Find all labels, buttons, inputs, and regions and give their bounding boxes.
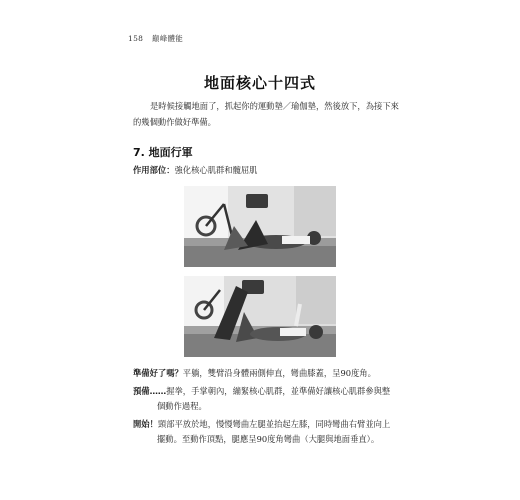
exercise-heading: 7. 地面行軍 — [133, 146, 193, 159]
photo-action-illustration — [184, 276, 336, 357]
step-label: 預備…… — [133, 386, 167, 396]
step-text: 握拳，手掌朝內，繃緊核心肌群，並準備好讓核心肌群參與整個動作過程。 — [157, 386, 391, 411]
exercise-photo-start — [184, 186, 336, 267]
step-set — [133, 384, 395, 414]
page-number: 158 — [128, 34, 144, 43]
step-label: 準備好了嗎？ — [133, 368, 183, 378]
photo-start-illustration — [184, 186, 336, 267]
step-text: 頸部平放於地，慢慢彎曲左腿並抬起左膝，同時彎曲右臂並向上擺動。至動作頂點，腿應呈90度角彎曲（大腿與地面垂直）。 — [157, 419, 391, 444]
intro-paragraph: 是時候接觸地面了，抓起你的運動墊／瑜伽墊，然後放下，為接下來的幾個動作做好準備。 — [133, 101, 399, 127]
target-label: 作用部位： — [133, 165, 175, 175]
step-go — [133, 417, 395, 447]
running-header — [128, 33, 183, 44]
step-label: 開始！ — [133, 419, 158, 429]
target-text: 強化核心肌群和髖屈肌 — [174, 165, 258, 175]
chapter-title: 地面核心十四式 — [203, 74, 316, 92]
step-text: 平躺，雙臂沿身體兩側伸直，彎曲膝蓋，呈90度角。 — [182, 368, 376, 378]
exercise-steps — [133, 366, 395, 450]
exercise-photo-action — [184, 276, 336, 357]
target-muscles — [133, 164, 257, 176]
running-title: 巔峰體能 — [151, 34, 184, 43]
step-ready — [133, 366, 395, 381]
